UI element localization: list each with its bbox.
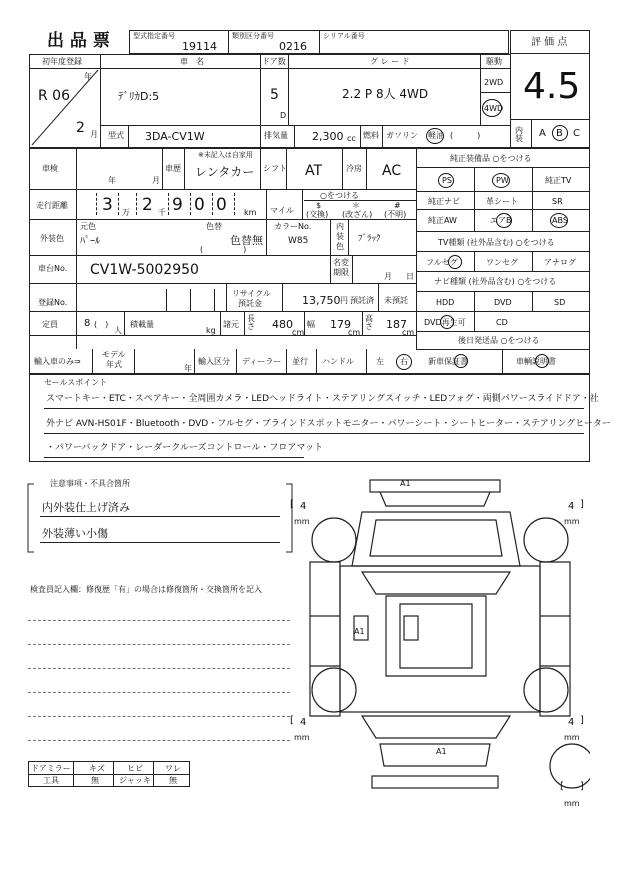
later-manual: 車輌説明書 bbox=[516, 357, 556, 366]
detail-table bbox=[29, 148, 590, 374]
note-2: 外装薄い小傷 bbox=[42, 527, 108, 540]
rating-box bbox=[510, 30, 590, 148]
navi-hdd: HDD bbox=[436, 298, 455, 307]
grade-label: グ レ ー ド bbox=[370, 57, 410, 66]
vin: CV1W-5002950 bbox=[90, 262, 199, 278]
recycle-label-1: リサイクル bbox=[232, 289, 271, 298]
notes-section bbox=[24, 478, 296, 558]
legend-r4: 無 bbox=[169, 776, 177, 785]
length-cm: cm bbox=[292, 328, 305, 337]
capacity-label: 定員 bbox=[42, 320, 58, 329]
import-dealer: ディーラー bbox=[242, 357, 282, 366]
height: 187 bbox=[386, 318, 407, 331]
sales-points-box bbox=[29, 374, 611, 462]
import-parallel: 並行 bbox=[292, 357, 308, 366]
handle-right: 右 bbox=[400, 357, 408, 366]
color-code-label: カラーNo. bbox=[274, 222, 312, 231]
load-kg: kg bbox=[206, 326, 216, 335]
recycle-label-2: 預託金 bbox=[238, 299, 262, 308]
navi-dvd-play-circle bbox=[440, 315, 454, 329]
tire-spare-mm: mm bbox=[564, 799, 580, 808]
sales-label: セールスポイント bbox=[44, 378, 108, 387]
recycle-not-deposited: 未預託 bbox=[384, 296, 408, 305]
handle-label: ハンドル bbox=[322, 357, 354, 366]
type-number: 19114 bbox=[182, 40, 217, 53]
interior-color-label-3: 色 bbox=[336, 242, 344, 251]
legend-h4: ワレ bbox=[165, 764, 181, 773]
damage-front: A1 bbox=[400, 479, 411, 488]
tire-rl-bracket: [ bbox=[290, 715, 294, 726]
cc-unit: cc bbox=[347, 134, 356, 143]
tire-fr-bracket: ] bbox=[580, 499, 584, 510]
mileage-unknown: (不明) bbox=[384, 210, 407, 219]
interior-grade-a: A bbox=[539, 128, 546, 139]
name-change-month: 月 bbox=[384, 272, 392, 281]
rating-score: 4.5 bbox=[523, 66, 581, 107]
width: 179 bbox=[330, 318, 351, 331]
model-label: 型式 bbox=[108, 131, 124, 140]
mileage-unknown-sym: # bbox=[394, 201, 401, 210]
mileage-digit-3: 9 bbox=[172, 195, 183, 215]
type-number-box bbox=[129, 30, 229, 54]
interior-grade-c: C bbox=[573, 128, 580, 139]
model-year-unit: 年 bbox=[184, 364, 192, 373]
inspector-line-5 bbox=[28, 716, 290, 717]
car-diagram bbox=[290, 476, 590, 816]
recycle-amount: 13,750 bbox=[302, 294, 341, 307]
tire-fl bbox=[290, 500, 320, 530]
inspector-line-6 bbox=[28, 740, 290, 741]
inspection-label: 車検 bbox=[42, 164, 58, 173]
tire-rr-depth: 4 bbox=[568, 717, 575, 728]
height-label: 高さ bbox=[365, 314, 373, 331]
mileage-unit-man: 万 bbox=[122, 208, 130, 217]
vin-label: 車台No. bbox=[38, 264, 68, 273]
inspector-line-2 bbox=[28, 644, 290, 645]
shift-label: シフト bbox=[263, 164, 287, 173]
tv-oneseg: ワンセグ bbox=[486, 258, 518, 267]
serial-number-box bbox=[319, 30, 509, 54]
mileage-label: 走行距離 bbox=[36, 201, 68, 210]
legend-h3: ヒビ bbox=[127, 764, 143, 773]
navi-header: ナビ種類 (社外品含む) ○をつける bbox=[434, 277, 557, 286]
category-number: 0216 bbox=[279, 40, 307, 53]
serial-number-label: シリアル番号 bbox=[323, 32, 365, 40]
mileage-mile: マイル bbox=[270, 206, 294, 215]
option-ps-circle bbox=[438, 173, 454, 188]
sales-line-1: スマートキー・ETC・スペアキー・全周囲カメラ・LEDヘッドライト・ステアリングスイッチ・LEDフォグ・両側パワースライドドア・社 bbox=[46, 394, 599, 404]
mileage-exchange-sym: $ bbox=[316, 201, 322, 210]
first-reg-label: 初年度登録 bbox=[42, 57, 82, 66]
purpose-label: 車歴 bbox=[165, 164, 181, 173]
handle-right-circle bbox=[396, 354, 412, 370]
length: 480 bbox=[272, 318, 293, 331]
mileage-circle-note: ○をつける bbox=[320, 191, 359, 200]
option-leather: 革シート bbox=[486, 197, 518, 206]
height-cm: cm bbox=[402, 328, 415, 337]
door-suffix: D bbox=[280, 111, 287, 120]
sales-line-2: 外ナビ AVN-HS01F・Bluetooth・DVD・フルセグ・ブラインドスポットモニター・パワーシート・シートヒーター・ステアリングヒーター bbox=[46, 419, 611, 429]
later-warranty-circle bbox=[454, 354, 468, 368]
inspector-line-1 bbox=[28, 620, 290, 621]
damage-rear: A1 bbox=[436, 747, 447, 756]
type-number-label: 型式指定番号 bbox=[133, 32, 175, 40]
form-title: 出 品 票 bbox=[47, 31, 110, 51]
option-tv: 純正TV bbox=[545, 176, 572, 185]
drive-4wd-circle bbox=[482, 99, 502, 117]
model: 3DA-CV1W bbox=[145, 130, 205, 143]
tire-rr-mm: mm bbox=[564, 733, 580, 742]
inspector-line-3 bbox=[28, 668, 290, 669]
tv-fullseg-circle bbox=[448, 255, 462, 269]
first-reg-month: 2 bbox=[76, 120, 85, 136]
capacity: 8 bbox=[84, 318, 91, 329]
later-manual-circle bbox=[535, 354, 549, 368]
navi-dvd: DVD bbox=[494, 298, 512, 307]
first-reg-era: R 06 bbox=[38, 88, 70, 104]
option-airbag-circle bbox=[496, 213, 512, 228]
interior-label: 内装 bbox=[515, 126, 523, 143]
mileage-exchange: (交換) bbox=[306, 210, 329, 219]
interior-grade-b-circle bbox=[552, 125, 568, 141]
option-sr: SR bbox=[552, 197, 563, 206]
legend-r1: 工具 bbox=[43, 776, 59, 785]
mileage-km: km bbox=[244, 208, 257, 217]
tire-fl-mm: mm bbox=[294, 517, 310, 526]
legend-h1: ドアミラー bbox=[31, 764, 71, 773]
original-color-label: 元色 bbox=[80, 222, 96, 231]
original-color: ﾊﾟｰﾙ bbox=[80, 236, 100, 247]
notes-label: 注意事項・不具合箇所 bbox=[50, 479, 130, 488]
drive-4wd: 4WD bbox=[484, 104, 504, 113]
legend-h2: キズ bbox=[89, 764, 105, 773]
tire-rl-depth: 4 bbox=[300, 717, 307, 728]
import-label: 輸入車のみ⇒ bbox=[34, 357, 81, 366]
interior-color-label-1: 内 bbox=[336, 222, 344, 231]
notes-bracket bbox=[24, 478, 296, 558]
name-change-label-1: 名変 bbox=[333, 258, 349, 267]
fuel-diesel: 軽油 bbox=[428, 131, 444, 140]
repaint-label: 色替 bbox=[206, 222, 222, 231]
tire-rr bbox=[560, 716, 590, 746]
option-abs-circle bbox=[550, 213, 568, 228]
ac-label: 冷房 bbox=[346, 164, 362, 173]
mileage-digit-5: 0 bbox=[216, 195, 227, 215]
tv-header: TV種類 (社外品含む) ○をつける bbox=[438, 238, 555, 247]
purpose: レンタカー bbox=[195, 165, 255, 179]
mileage-unit-sen: 千 bbox=[158, 208, 166, 217]
option-aw: 純正AW bbox=[428, 216, 457, 225]
width-cm: cm bbox=[348, 328, 361, 337]
tire-fl-depth: 4 bbox=[300, 501, 307, 512]
damage-side: A1 bbox=[354, 627, 365, 636]
length-label: 長さ bbox=[247, 314, 255, 331]
options-header: 純正装備品 ○をつける bbox=[450, 154, 532, 163]
displacement-label: 排気量 bbox=[264, 131, 288, 140]
mileage-digit-4: 0 bbox=[194, 195, 205, 215]
name-change-day: 日 bbox=[406, 272, 414, 281]
tire-rr-bracket: ] bbox=[580, 715, 584, 726]
load-label: 積載量 bbox=[130, 320, 154, 329]
model-year-label-1: モデル bbox=[102, 350, 126, 359]
tire-fr-depth: 4 bbox=[568, 501, 575, 512]
fuel-diesel-circle bbox=[426, 128, 444, 144]
later-warranty: 新車保証書 bbox=[428, 357, 468, 366]
inspection-year-unit: 年 bbox=[108, 176, 116, 185]
mileage-digit-2: 2 bbox=[142, 195, 153, 215]
option-ps: PS bbox=[442, 176, 452, 185]
repaint-paren: ( ) bbox=[200, 245, 247, 254]
fuel-gasoline: ガソリン bbox=[386, 131, 418, 140]
person-unit: 人 bbox=[114, 326, 122, 335]
tire-spare-bracket-r: ] bbox=[580, 781, 584, 792]
fuel-paren: ( ) bbox=[450, 131, 481, 140]
navi-cd: CD bbox=[496, 318, 508, 327]
displacement: 2,300 bbox=[312, 130, 344, 143]
sales-line-3: ・パワーバックドア・レーダークルーズコントロール・フロアマット bbox=[46, 443, 324, 453]
fuel-label: 燃料 bbox=[363, 131, 379, 140]
ac: AC bbox=[382, 163, 402, 179]
capacity-paren: ( ) bbox=[94, 320, 109, 329]
main-table bbox=[29, 54, 511, 148]
category-number-box bbox=[228, 30, 320, 54]
name-change-label-2: 期限 bbox=[333, 268, 349, 277]
legend-r2: 無 bbox=[91, 776, 99, 785]
doors: 5 bbox=[270, 87, 279, 103]
header-section bbox=[29, 30, 509, 54]
color-code: W85 bbox=[288, 236, 309, 246]
tire-fr bbox=[560, 500, 590, 530]
tire-fl-bracket: [ bbox=[290, 499, 294, 510]
legend-r3: ジャッキ bbox=[119, 776, 151, 785]
inspection-month-unit: 月 bbox=[152, 176, 160, 185]
width-label: 幅 bbox=[307, 320, 315, 329]
interior-grade-b: B bbox=[556, 128, 563, 139]
doors-label: ドア数 bbox=[262, 57, 286, 66]
interior-color-label-2: 装 bbox=[336, 232, 344, 241]
car-name: ﾃﾞﾘｶD:5 bbox=[118, 90, 160, 103]
tire-spare-bracket-l: [ bbox=[560, 781, 564, 792]
tire-fr-mm: mm bbox=[564, 517, 580, 526]
tire-spare bbox=[560, 782, 590, 812]
later-header: 後日発送品 ○をつける bbox=[458, 336, 540, 345]
recycle-deposited: 預託済 bbox=[350, 296, 374, 305]
handle-left: 左 bbox=[376, 357, 384, 366]
shift: AT bbox=[305, 163, 323, 179]
legend-table bbox=[28, 761, 190, 787]
grade: 2.2 P 8人 4WD bbox=[342, 87, 429, 101]
dimension-label: 諸元 bbox=[223, 320, 239, 329]
car-name-label: 車 名 bbox=[180, 57, 204, 66]
option-navi: 純正ナビ bbox=[428, 197, 460, 206]
model-year-label-2: 年式 bbox=[106, 360, 122, 369]
purpose-note: ※未記入は自家用 bbox=[198, 151, 253, 159]
option-pw-circle bbox=[492, 173, 510, 188]
color-label: 外装色 bbox=[40, 234, 64, 243]
repaint: 色替無 bbox=[230, 234, 263, 247]
category-number-label: 類別区分番号 bbox=[232, 32, 274, 40]
tire-rl bbox=[290, 716, 320, 746]
reg-no-label: 登録No. bbox=[38, 298, 68, 307]
import-division-label: 輸入区分 bbox=[198, 357, 230, 366]
mileage-tamper-sym: ＊ bbox=[352, 201, 360, 210]
option-airbag: エアB bbox=[490, 216, 512, 225]
interior-color: ﾌﾞﾗｯｸ bbox=[358, 234, 381, 244]
inspector-label: 検査員記入欄：修復歴「有」の場合は修復箇所・交換箇所を記入 bbox=[30, 585, 262, 594]
navi-dvd-play: DVD再生可 bbox=[424, 318, 466, 327]
drive-2wd: 2WD bbox=[484, 78, 504, 87]
tv-fullseg: フルセグ bbox=[426, 258, 458, 267]
recycle-unit: 円 bbox=[340, 296, 348, 305]
note-1: 内外装仕上げ済み bbox=[42, 501, 130, 514]
inspector-line-4 bbox=[28, 692, 290, 693]
option-abs: ABS bbox=[552, 216, 568, 225]
mileage-tamper: (改ざん) bbox=[342, 210, 373, 219]
month-unit: 月 bbox=[90, 130, 98, 139]
rating-label: 評 価 点 bbox=[531, 37, 568, 48]
option-pw: PW bbox=[496, 176, 509, 185]
navi-sd: SD bbox=[554, 298, 566, 307]
mileage-digit-1: 3 bbox=[102, 195, 113, 215]
tv-analog: アナログ bbox=[544, 258, 576, 267]
drive-label: 駆動 bbox=[486, 57, 502, 66]
tire-rl-mm: mm bbox=[294, 733, 310, 742]
year-unit: 年 bbox=[84, 72, 92, 81]
